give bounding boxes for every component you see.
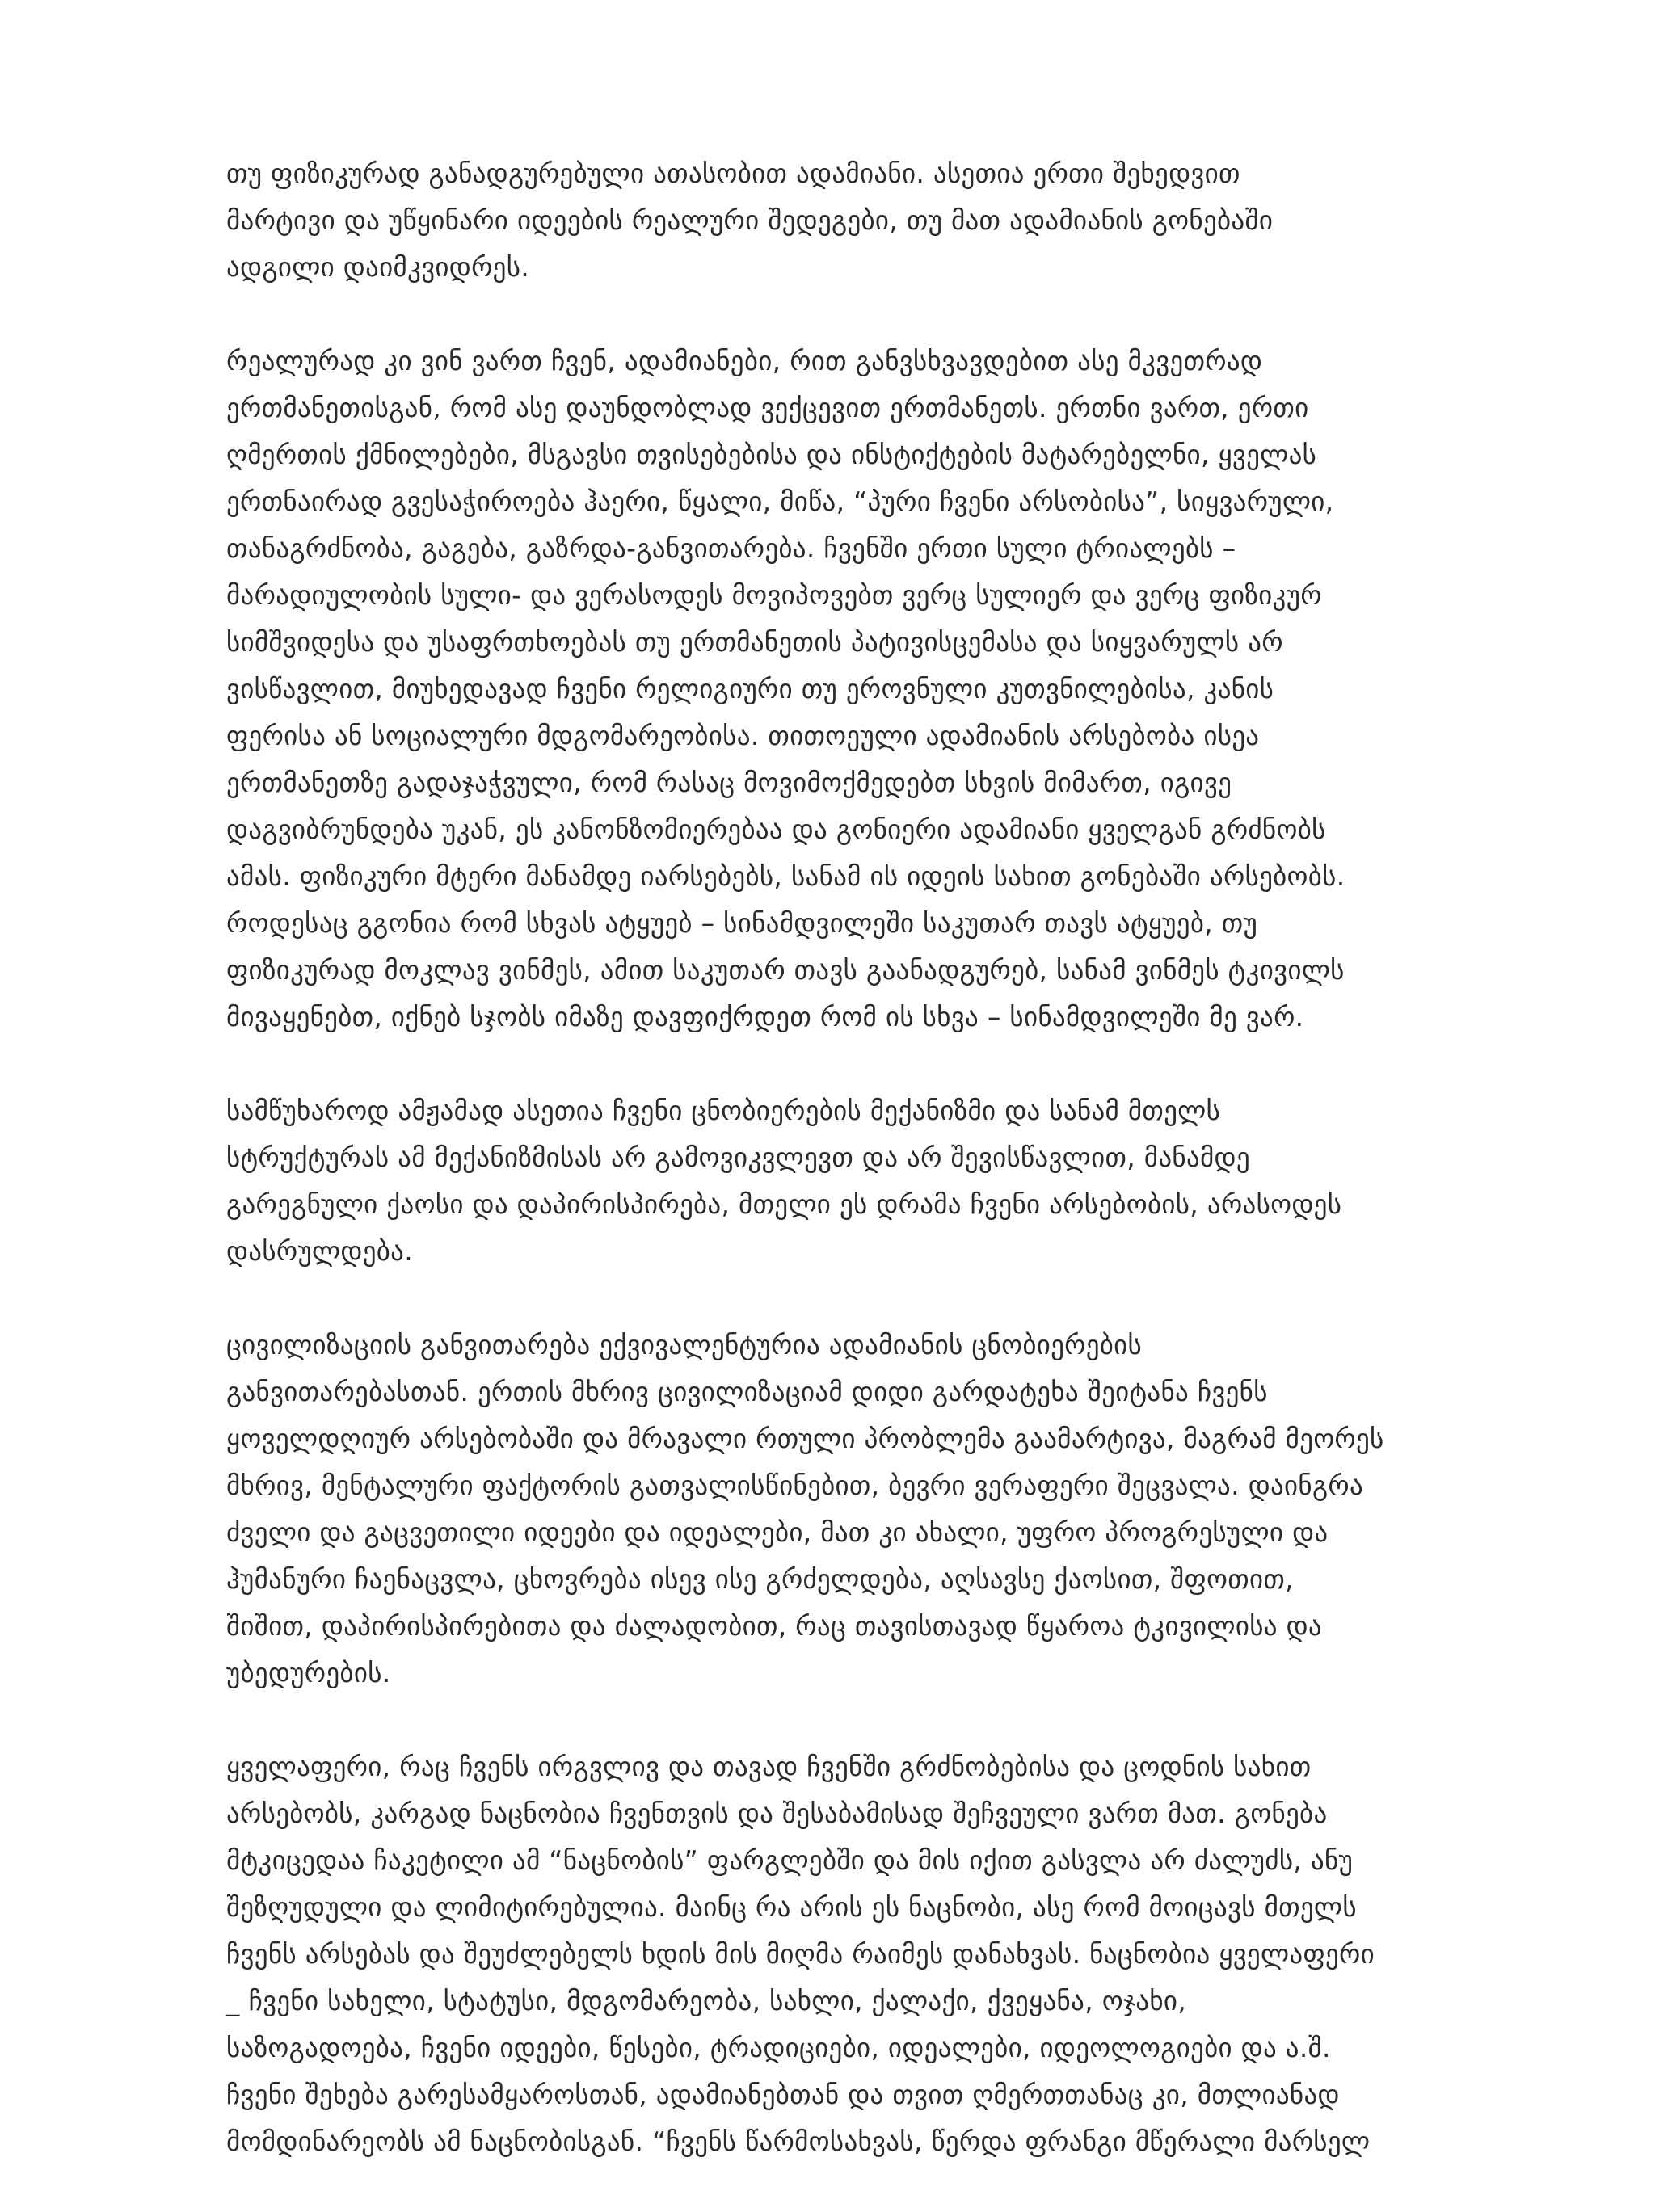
text-line: მარადიულობის სული- და ვერასოდეს მოვიპოვებთ ვერც სულიერ და ვერც ფიზიკურ [226, 579, 1322, 611]
text-line: ერთნაირად გვესაჭიროება ჰაერი, წყალი, მიწა, “პური ჩვენი არსობისა”, სიყვარული, [226, 486, 1334, 517]
text-line: განვითარებასთან. ერთის მხრივ ცივილიზაციამ დიდი გარდატეხა შეიტანა ჩვენს [226, 1376, 1268, 1407]
text-line: მივაყენებთ, იქნებ სჯობს იმაზე დავფიქრდეთ რომ ის სხვა – სინამდვილეში მე ვარ. [226, 1001, 1304, 1032]
text-line: _ ჩვენი სახელი, სტატუსი, მდგომარეობა, სახლი, ქალაქი, ქვეყანა, ოჯახი, [226, 1985, 1187, 2016]
paragraph-4 [226, 1322, 1568, 1697]
paragraph-2 [226, 338, 1568, 1041]
text-line: ადგილი დაიმკვიდრეს. [226, 251, 530, 283]
text-line: გარეგნული ქაოსი და დაპირისპირება, მთელი ეს დრამა ჩვენი არსებობის, არასოდეს [226, 1188, 1342, 1220]
text-line: ერთმანეთისგან, რომ ასე დაუნდობლად ვექცევით ერთმანეთს. ერთნი ვართ, ერთი [226, 392, 1309, 423]
text-line: ამას. ფიზიკური მტერი მანამდე იარსებებს, სანამ ის იდეის სახით გონებაში არსებობს. [226, 860, 1345, 892]
text-line: ყველაფერი, რაც ჩვენს ირგვლივ და თავად ჩვენში გრძნობებისა და ცოდნის სახით [226, 1751, 1312, 1782]
text-line: დაგვიბრუნდება უკან, ეს კანონზომიერებაა და გონიერი ადამიანი ყველგან გრძნობს [226, 814, 1326, 845]
text-line: სიმშვიდესა და უსაფრთხოებას თუ ერთმანეთის პატივისცემასა და სიყვარულს არ [226, 626, 1283, 658]
paragraph-1 [226, 150, 1568, 291]
text-line: ღმერთის ქმნილებები, მსგავსი თვისებებისა და ინსტიქტების მატარებელნი, ყველას [226, 439, 1317, 470]
document-body [226, 150, 1568, 2212]
text-line: მხრივ, მენტალური ფაქტორის გათვალისწინებით, ბევრი ვერაფერი შეცვალა. დაინგრა [226, 1470, 1364, 1501]
text-line: უბედურების. [226, 1657, 391, 1688]
text-line: ფერისა ან სოციალური მდგომარეობისა. თითოეული ადამიანის არსებობა ისეა [226, 720, 1260, 751]
text-line: რეალურად კი ვინ ვართ ჩვენ, ადამიანები, რით განვსხვავდებით ასე მკვეთრად [226, 345, 1263, 376]
text-line: ყოველდღიურ არსებობაში და მრავალი რთული პრობლემა გაამარტივა, მაგრამ მეორეს [226, 1423, 1384, 1454]
text-line: დასრულდება. [226, 1235, 413, 1267]
text-line: სტრუქტურას ამ მექანიზმისას არ გამოვიკვლევთ და არ შევისწავლით, მანამდე [226, 1142, 1250, 1173]
text-line: მტკიცედაა ჩაკეტილი ამ “ნაცნობის” ფარგლებში და მის იქით გასვლა არ ძალუძს, ანუ [226, 1844, 1354, 1876]
text-line: შეზღუდული და ლიმიტირებულია. მაინც რა არის ეს ნაცნობი, ასე რომ მოიცავს მთელს [226, 1891, 1357, 1923]
text-line: თუ ფიზიკურად განადგურებული ათასობით ადამიანი. ასეთია ერთი შეხედვით [226, 158, 1240, 189]
text-line: მომდინარეობს ამ ნაცნობისგან. “ჩვენს წარმოსახვას, წერდა ფრანგი მწერალი მარსელ [226, 2126, 1371, 2157]
text-line: შიშით, დაპირისპირებითა და ძალადობით, რაც თავისთავად წყაროა ტკივილისა და [226, 1610, 1322, 1642]
text-line: არსებობს, კარგად ნაცნობია ჩვენთვის და შესაბამისად შეჩვეული ვართ მათ. გონება [226, 1798, 1328, 1829]
text-line: ფიზიკურად მოკლავ ვინმეს, ამით საკუთარ თავს გაანადგურებ, სანამ ვინმეს ტკივილს [226, 954, 1345, 986]
text-line: როდესაც გგონია რომ სხვას ატყუებ – სინამდვილეში საკუთარ თავს ატყუებ, თუ [226, 907, 1258, 939]
text-line: მარტივი და უწყინარი იდეების რეალური შედეგები, თუ მათ ადამიანის გონებაში [226, 204, 1274, 236]
text-line: საზოგადოება, ჩვენი იდეები, წესები, ტრადიციები, იდეალები, იდეოლოგიები და ა.შ. [226, 2032, 1331, 2063]
text-line: თანაგრძნობა, გაგება, გაზრდა-განვითარება. ჩვენში ერთი სული ტრიალებს – [226, 532, 1236, 564]
paragraph-3 [226, 1087, 1568, 1275]
paragraph-5 [226, 1743, 1568, 2165]
text-line: ცივილიზაციის განვითარება ექვივალენტურია ადამიანის ცნობიერების [226, 1329, 1143, 1360]
text-line: ვისწავლით, მიუხედავად ჩვენი რელიგიური თუ ეროვნული კუთვნილებისა, კანის [226, 673, 1274, 704]
text-line: ერთმანეთზე გადაჯაჭვული, რომ რასაც მოვიმოქმედებთ სხვის მიმართ, იგივე [226, 767, 1232, 798]
text-line: ძველი და გაცვეთილი იდეები და იდეალები, მათ კი ახალი, უფრო პროგრესული და [226, 1516, 1329, 1548]
text-line: სამწუხაროდ ამჟამად ასეთია ჩვენი ცნობიერების მექანიზმი და სანამ მთელს [226, 1095, 1221, 1126]
text-line: ჩვენს არსებას და შეუძლებელს ხდის მის მიღმა რაიმეს დანახვას. ნაცნობია ყველაფერი [226, 1938, 1375, 1970]
text-line: ჩვენი შეხება გარესამყაროსთან, ადამიანებთან და თვით ღმერთთანაც კი, მთლიანად [226, 2079, 1340, 2110]
text-line: ჰუმანური ჩაენაცვლა, ცხოვრება ისევ ისე გრძელდება, აღსავსე ქაოსით, შფოთით, [226, 1563, 1294, 1595]
